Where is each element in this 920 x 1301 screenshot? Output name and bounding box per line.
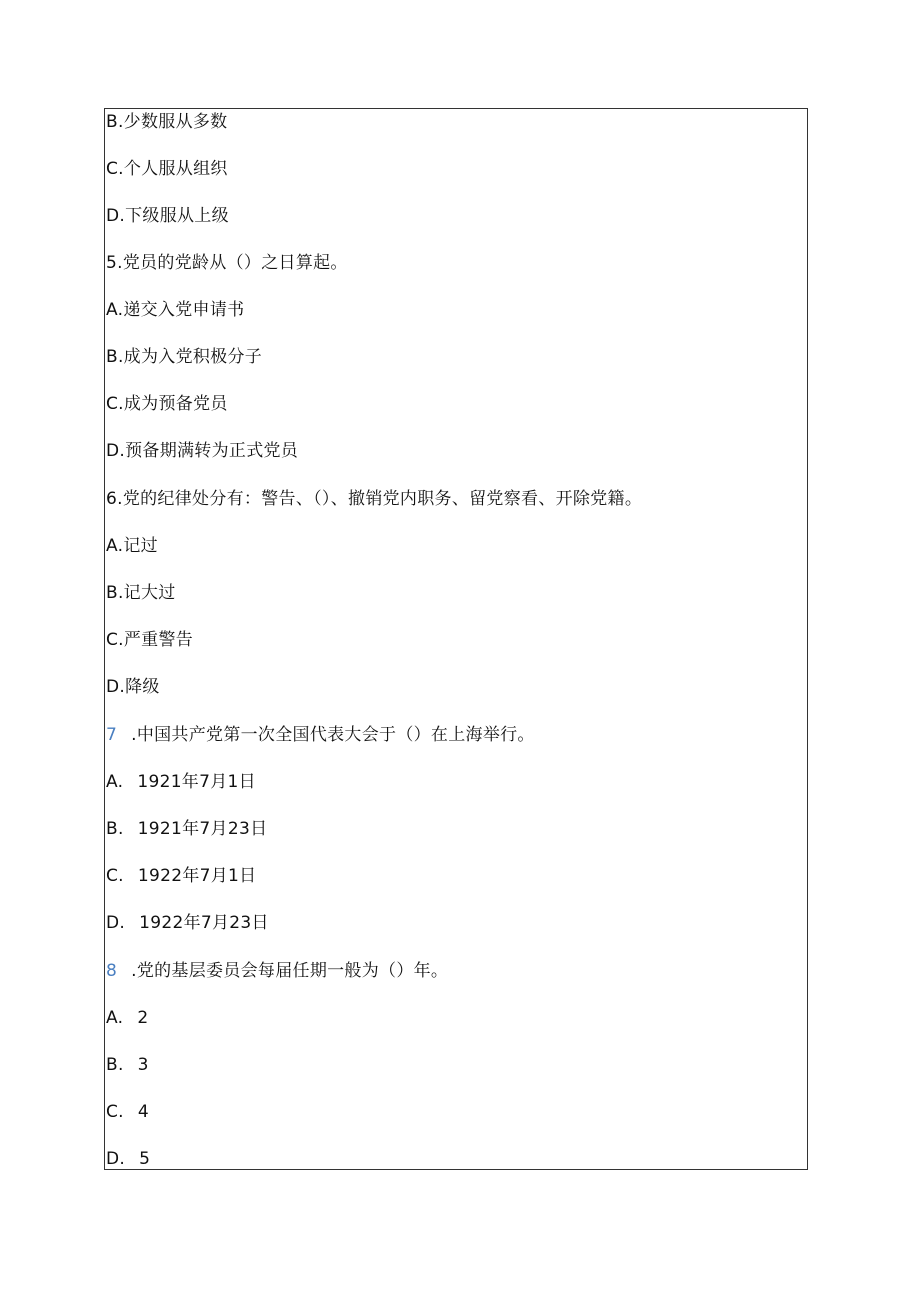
q7-option-c-text: 1922年7月1日	[137, 866, 257, 886]
q7-option-c	[106, 862, 256, 890]
q7-option-d	[106, 909, 269, 937]
q8-option-a-text: 2	[137, 1008, 149, 1028]
q7-option-b	[106, 815, 267, 843]
question-6: 6.党的纪律处分有：警告、（）、撤销党内职务、留党察看、开除党籍。	[106, 489, 643, 509]
q6-option-b: B.记大过	[106, 583, 176, 603]
q5-option-d: D.预备期满转为正式党员	[106, 441, 299, 461]
q8-option-b	[106, 1051, 149, 1079]
question-8-text: .党的基层委员会每届任期一般为（）年。	[131, 961, 449, 981]
q7-option-d-label: D.	[106, 913, 126, 933]
q8-option-c-text: 4	[137, 1102, 149, 1122]
q7-option-b-label: B.	[106, 819, 124, 839]
q8-option-b-label: B.	[106, 1055, 124, 1075]
q7-option-a	[106, 768, 256, 796]
q7-option-b-text: 1921年7月23日	[137, 819, 268, 839]
q8-option-a-label: A.	[106, 1008, 124, 1028]
q8-option-a	[106, 1004, 148, 1032]
q6-option-c: C.严重警告	[106, 630, 194, 650]
option-c-individual: C.个人服从组织	[106, 159, 228, 179]
q5-option-c: C.成为预备党员	[106, 394, 228, 414]
question-7-text: .中国共产党第一次全国代表大会于（）在上海举行。	[131, 725, 535, 745]
question-7-number: 7	[106, 725, 118, 745]
q8-option-d-text: 5	[139, 1149, 151, 1169]
q8-option-d-label: D.	[106, 1149, 126, 1169]
q7-option-c-label: C.	[106, 866, 124, 886]
q8-option-d	[106, 1145, 150, 1173]
question-5: 5.党员的党龄从（）之日算起。	[106, 253, 348, 273]
option-d-lower-level: D.下级服从上级	[106, 206, 229, 226]
q7-option-a-label: A.	[106, 772, 124, 792]
question-8	[106, 957, 448, 985]
q8-option-b-text: 3	[137, 1055, 149, 1075]
q6-option-d: D.降级	[106, 677, 160, 697]
q6-option-a: A.记过	[106, 536, 158, 556]
q8-option-c-label: C.	[106, 1102, 124, 1122]
question-7	[106, 721, 535, 749]
option-b-majority: B.少数服从多数	[106, 112, 228, 132]
q5-option-b: B.成为入党积极分子	[106, 347, 263, 367]
q7-option-d-text: 1922年7月23日	[139, 913, 269, 933]
q7-option-a-text: 1921年7月1日	[137, 772, 256, 792]
q8-option-c	[106, 1098, 149, 1126]
question-8-number: 8	[106, 961, 118, 981]
q5-option-a: A.递交入党申请书	[106, 300, 245, 320]
